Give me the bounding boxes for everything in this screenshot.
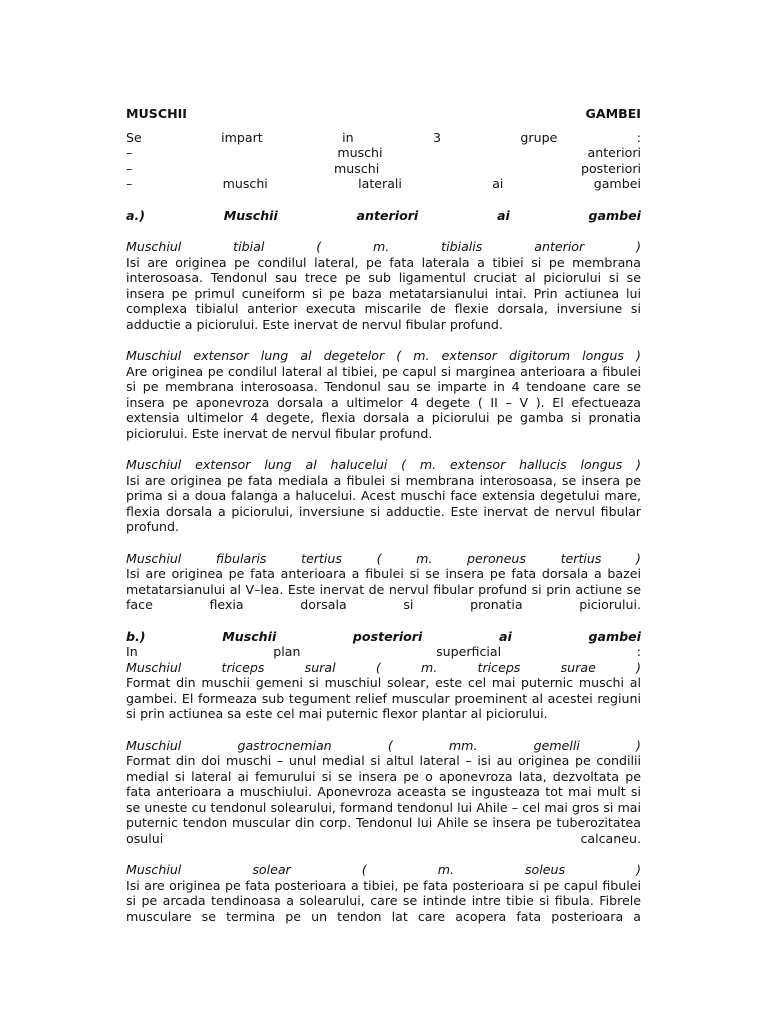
name-word: peroneus [467,550,526,566]
list-dash: – [126,176,133,191]
heading-word: Muschii [223,207,278,223]
name-word: sural [304,659,336,675]
intro-list-item [126,145,641,161]
muscle-description: Are originea pe condilul lateral al tibiei, pe capul si marginea anterioara a fibulei si pe membrana interosoasa. Tendonul sau se imparte in 4 tendoane care se insera pe aponevroza dorsala a ultimelor 4 degete ( II – V ). El efectueaza extensia ultimelor 4 degete, flexia dorsala a piciorului pe gamba si pronatia piciorului. Este inervat de nervul fibular profund. [126,363,641,441]
name-word: lung [260,348,289,363]
name-word: surae [560,659,596,675]
name-word: m. [373,239,390,254]
name-word: triceps [477,659,521,675]
list-word: muschi [337,145,383,160]
name-word: degetelor [323,348,385,363]
name-word: hallucis [519,457,567,472]
name-word: longus [582,348,624,363]
muscle-name [126,239,641,255]
list-word: anteriori [587,145,641,160]
heading-word: a.) [126,207,146,223]
title-right: GAMBEI [585,106,641,121]
muscle-name [126,738,641,754]
list-dash: – [126,160,133,176]
heading-word: anteriori [356,207,419,223]
name-word: Muschiul [126,862,182,877]
name-word: al [300,348,312,363]
name-word: ) [636,659,641,675]
name-word: extensor [193,348,249,363]
heading-word: Muschii [222,628,277,644]
name-word: tertius [301,550,342,566]
name-word: m. [437,862,454,877]
name-word: ) [635,348,641,363]
list-word: posteriori [580,160,641,176]
name-word: ) [636,862,641,877]
name-word: fibularis [215,550,267,566]
name-word: ) [636,550,641,566]
name-word: ( [361,862,367,877]
subheading-word: : [636,644,641,659]
name-word: Muschiul [126,737,182,753]
list-word: ai [492,176,504,191]
intro-line [126,130,641,146]
name-word: ) [636,239,641,254]
name-word: m. [413,348,430,363]
list-word: laterali [358,176,402,191]
muscle-description: Format din muschii gemeni si muschiul solear, este cel mai puternic muschi al gambei. El formeaza sub tegument relief muscular proeminent al acestei regiuni si prin actiunea sa este cel mai puternic flexor plantar al piciorului. [126,675,641,721]
heading-word: b.) [126,628,146,644]
name-word: Muschiul [126,659,182,675]
name-word: solear [252,862,291,877]
heading-word: gambei [588,628,641,644]
name-word: digitorum [509,348,571,363]
intro-list-item [126,176,641,192]
muscle-name [126,660,641,676]
subheading-word: plan [273,644,301,659]
name-word: extensor [195,457,251,472]
heading-word: ai [498,628,512,644]
muscle-description: Isi are originea pe fata mediala a fibulei si membrana interosoasa, se insera pe prima si a doua falanga a halucelui. Acest muschi face extensia degetului mare, flexia dorsala a piciorului, inversiune si adductie. Este inervat de nervul fibular profund. [126,472,641,534]
subheading-word: In [126,644,138,659]
name-word: m. [419,457,437,472]
name-word: tibialis [441,239,483,254]
intro-word: impart [221,129,263,145]
muscle-description: Isi are originea pe fata posterioara a tibiei, pe fata posterioara si pe capul fibulei si pe arcada tendinoasa a solearului, care se intinde intre tibie si fibula. Fibrele musculare se termina pe un tendon lat care acopera fata posterioara a [126,877,641,924]
intro-word: Se [126,129,142,145]
name-word: m. [416,550,433,566]
name-word: tertius [560,550,602,566]
name-word: ( [396,348,402,363]
muscle-description: Isi are originea pe fata anterioara a fibulei si se insera pe fata dorsala a bazei metatarsianului al V–lea. Este inervat de nervul fibular profund si prin actiune se face flexia dorsala si pronatia piciorului. [126,566,641,612]
intro-word: in [342,129,354,145]
document-title [126,106,641,122]
name-word: extensor [449,457,506,472]
name-word: soleus [524,862,566,877]
intro-word: 3 [433,129,442,145]
intro-word: grupe [520,129,558,145]
name-word: lung [264,457,292,472]
name-word: tibial [233,239,265,254]
name-word: Muschiul [126,457,182,472]
muscle-name [126,862,641,878]
name-word: ) [636,457,641,472]
name-word: extensor [441,348,497,363]
list-word: gambei [593,176,641,191]
name-word: ( [375,659,381,675]
name-word: Muschiul [126,348,182,363]
name-word: Muschiul [126,550,182,566]
name-word: ( [376,550,382,566]
name-word: ( [401,457,407,472]
list-word: muschi [334,160,380,176]
name-word: ( [316,239,322,254]
name-word: anterior [534,239,585,254]
name-word: halucelui [330,457,388,472]
name-word: gemelli [533,737,580,753]
heading-word: posteriori [352,628,423,644]
name-word: mm. [448,737,478,753]
muscle-description: Isi are originea pe condilul lateral, pe fata laterala a tibiei si pe membrana interosoasa. Tendonul sau trece pe sub ligamentul cruciat al piciorului si se insera pe primul cuneiform si pe baza metatarsianului intai. Prin actiunea lui complexa tibialul anterior executa miscarile de flexie dorsala, inversiune si adductie a piciorului. Este inervat de nervul fibular profund. [126,254,641,332]
name-word: m. [421,659,438,675]
muscle-name [126,348,641,364]
name-word: gastrocnemian [237,737,332,753]
heading-word: gambei [588,207,641,223]
muscle-description: Format din doi muschi – unul medial si altul lateral – isi au originea pe condilii medial si lateral ai femurului si se insera pe o aponevroza lata, dezvoltata pe fata anterioara a muschiului. Aponevroza aceasta se ingusteaza tot mai mult si se uneste cu tendonul solearului, formand tendonul lui Ahile – cel mai gros si mai puternic tendon muscular din corp. Tendonul lui Ahile se insera pe tuberozitatea osului calcaneu. [126,753,641,846]
section-a-heading [126,208,641,224]
subheading-word: superficial [436,644,502,659]
section-b-heading [126,629,641,645]
name-word: Muschiul [126,239,182,254]
name-word: triceps [221,659,265,675]
muscle-name [126,457,641,473]
name-word: al [305,457,317,472]
name-word: ) [636,737,641,753]
intro-list-item [126,161,641,177]
section-b-subheading [126,644,641,660]
name-word: longus [580,457,623,472]
title-left: MUSCHII [126,106,187,121]
intro-word: : [636,129,641,145]
name-word: ( [387,737,393,753]
list-word: muschi [222,176,268,191]
muscle-name [126,551,641,567]
heading-word: ai [496,207,510,223]
list-dash: – [126,145,133,160]
